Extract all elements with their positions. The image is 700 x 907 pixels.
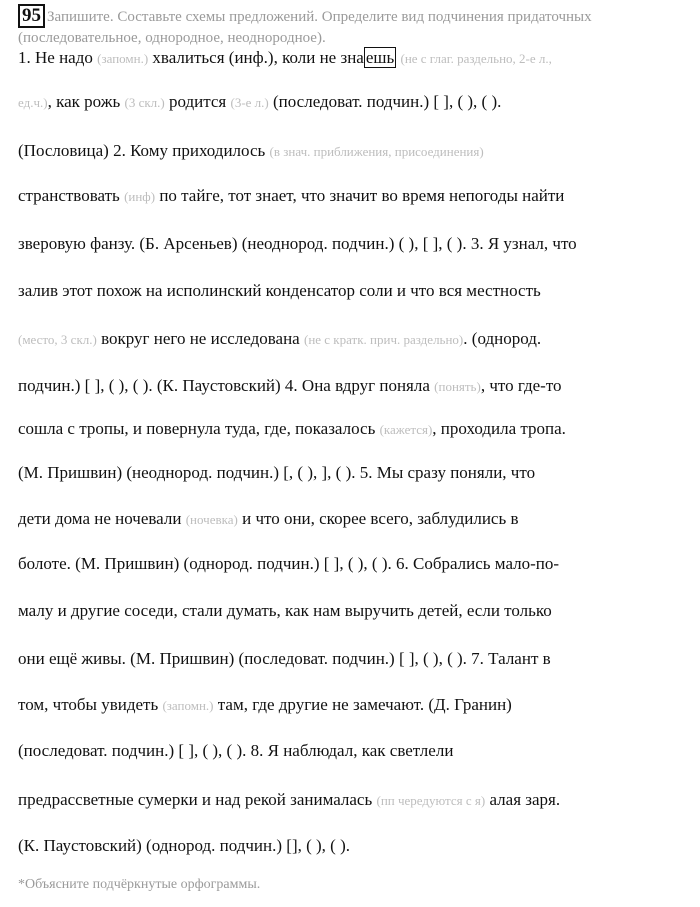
text-segment: , проходила тропа.	[432, 419, 566, 438]
text-line	[18, 418, 566, 441]
text-segment: по тайге, тот знает, что значит во время непогоды найти	[155, 186, 565, 205]
text-segment: том, чтобы увидеть	[18, 695, 163, 714]
exercise-header	[18, 4, 698, 48]
text-segment: вокруг него не исследована	[96, 329, 304, 348]
text-segment: странствовать	[18, 186, 125, 205]
text-line	[18, 600, 552, 622]
text-line	[18, 553, 559, 575]
text-segment: (последоват. подчин.) [ ], ( ), ( ). 8. Я наблюдал, как светлели	[18, 741, 454, 760]
text-segment: они ещё живы. (М. Пришвин) (последоват. подчин.) [ ], ( ), ( ). 7. Талант в	[18, 649, 551, 668]
text-segment: (К. Паустовский) (однород. подчин.) [], ( ), ( ).	[18, 836, 351, 855]
grammar-note: (кажется)	[379, 422, 433, 437]
boxed-ending: ешь	[365, 48, 395, 67]
grammar-note: (запомн.)	[97, 51, 149, 66]
text-segment: зверовую фанзу. (Б. Арсеньев) (неоднород. подчин.) ( ), [ ], ( ). 3. Я узнал, что	[18, 234, 577, 253]
text-segment: , как рожь	[47, 92, 125, 111]
grammar-note: (не с кратк. прич. раздельно)	[303, 332, 464, 347]
text-line	[18, 91, 501, 114]
text-segment: . (однород.	[463, 329, 542, 348]
text-line	[18, 789, 560, 812]
text-segment: залив этот похож на исполинский конденсатор соли и что вся местность	[18, 281, 541, 300]
text-line	[18, 375, 562, 398]
text-segment: подчин.) [ ], ( ), ( ). (К. Паустовский) 4. Она вдруг поняла	[18, 376, 435, 395]
text-segment: (Пословица) 2. Кому приходилось	[18, 141, 270, 160]
text-line	[18, 648, 551, 670]
grammar-note: (3 скл.)	[124, 95, 165, 110]
grammar-note: (запомн.)	[162, 698, 214, 713]
text-segment: сошла с тропы, и повернула туда, где, показалось	[18, 419, 380, 438]
text-line	[18, 462, 535, 484]
text-line	[18, 140, 484, 163]
text-line	[18, 280, 541, 302]
text-segment: болоте. (М. Пришвин) (однород. подчин.) [ ], ( ), ( ). 6. Собрались мало-по-	[18, 554, 560, 573]
grammar-note: (пп чередуются с я)	[376, 793, 486, 808]
text-line	[18, 508, 519, 531]
grammar-note: (не с глаг. раздельно, 2-е л.,	[400, 51, 552, 66]
text-segment: , что где-то	[480, 376, 562, 395]
exercise-instruction: Запишите. Составьте схемы предложений. Определите вид подчинения придаточных (последовательное, однородное, неоднородное).	[18, 9, 592, 46]
text-segment: (последоват. подчин.) [ ], ( ), ( ).	[268, 92, 502, 111]
exercise-number: 95	[18, 4, 45, 28]
text-segment: и что они, скорее всего, заблудились в	[237, 509, 519, 528]
text-segment: алая заря.	[485, 790, 561, 809]
text-line	[18, 47, 552, 70]
text-segment: 1. Не надо	[18, 48, 98, 67]
text-line	[18, 740, 453, 762]
text-line	[18, 233, 577, 255]
text-line	[18, 694, 512, 717]
grammar-note: (ночевка)	[185, 512, 238, 527]
text-segment: (М. Пришвин) (неоднород. подчин.) [, ( ), ], ( ). 5. Мы сразу поняли, что	[18, 463, 536, 482]
text-segment: дети дома не ночевали	[18, 509, 186, 528]
text-line	[18, 185, 564, 208]
footnote: *Объясните подчёркнутые орфограммы.	[18, 877, 261, 892]
text-segment: там, где другие не замечают. (Д. Гранин)	[213, 695, 512, 714]
text-line	[18, 835, 350, 857]
grammar-note: (в знач. приближения, присоединения)	[269, 144, 484, 159]
text-segment: родится	[164, 92, 231, 111]
text-segment: предрассветные сумерки и над рекой занималась	[18, 790, 377, 809]
text-segment: хвалиться (инф.), коли не зна	[148, 48, 364, 67]
text-line	[18, 328, 541, 351]
grammar-note: (место, 3 скл.)	[18, 332, 97, 347]
grammar-note: ед.ч.)	[18, 95, 48, 110]
text-segment: малу и другие соседи, стали думать, как нам выручить детей, если только	[18, 601, 552, 620]
grammar-note: (3-е л.)	[230, 95, 269, 110]
grammar-note: (понять)	[434, 379, 481, 394]
grammar-note: (инф)	[124, 189, 156, 204]
